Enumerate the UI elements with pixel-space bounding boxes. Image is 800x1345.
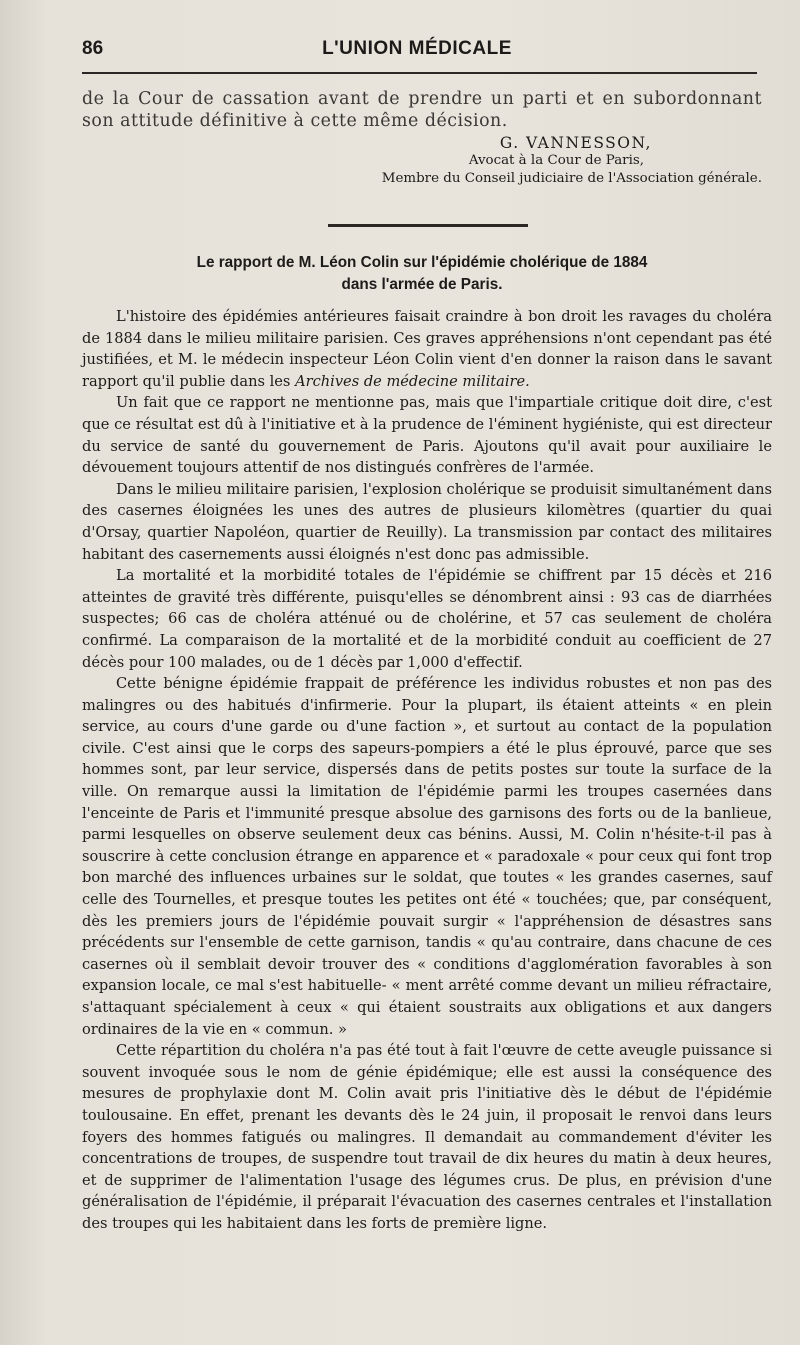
page-number: 86 bbox=[82, 38, 104, 59]
article-title-line-1: Le rapport de M. Léon Colin sur l'épidémie cholérique de 1884 bbox=[196, 254, 648, 271]
article-paragraph: Dans le milieu militaire parisien, l'explosion cholérique se produisit simultanément dans des casernes éloignées les unes des autres de plusieurs kilomètres (quartier du quai d'Orsay, quartier Napoléon, quartier de Reuilly). La transmission par contact des militaires habitant des casernements aussi éloignés n'est donc pas admissible. bbox=[82, 480, 772, 563]
journal-name: Archives de médecine militaire. bbox=[295, 372, 530, 390]
signature-title: Avocat à la Cour de Paris, bbox=[468, 153, 644, 168]
author-signature bbox=[82, 134, 762, 188]
header-rule bbox=[82, 72, 757, 74]
previous-article-ending: de la Cour de cassation avant de prendre un parti et en subordonnant son attitude définitive à cette même décision. bbox=[82, 89, 762, 131]
signature-name: G. VANNESSON, bbox=[499, 134, 652, 152]
page-header bbox=[82, 38, 752, 68]
article-title-line-2: dans l'armée de Paris. bbox=[341, 276, 503, 293]
article-paragraph: L'histoire des épidémies antérieures faisait craindre à bon droit les ravages du choléra de 1884 dans le milieu militaire parisien. Ces graves appréhensions n'ont cependant pas été justifiées, et M. le médecin inspecteur Léon Colin vient d'en donner la raison dans le savant rapport qu'il publie dans les Archives de médecine militaire. bbox=[82, 308, 772, 390]
article-paragraph: Cette bénigne épidémie frappait de préférence les individus robustes et non pas des malingres ou des habitués d'infirmerie. Pour la plupart, ils étaient atteints « en plein service, au cours d'une garde ou d'une faction », et surtout au contact de la population civile. C'est ainsi que le corps des sapeurs-pompiers a été le plus éprouvé, parce que ses hommes sont, par leur service, dispersés dans de petits postes sur toute la surface de la ville. On remarque aussi la limitation de l'épidémie parmi les troupes casernées dans l'enceinte de Paris et l'immunité presque absolue des garnisons des forts ou de la banlieue, parmi lesquelles on observe seulement deux cas bénins. Aussi, M. Colin n'hésite-t-il pas à souscrire à cette conclusion étrange en apparence et « paradoxale « pour ceux qui font trop bon marché des influences urbaines sur le soldat, que toutes « les grandes casernes, sauf celle des Tournelles, et presque toutes les petites ont été « touchées; que, par conséquent, dès les premiers jours de l'épidémie pouvait surgir « l'appréhension de désastres sans précédents sur l'ensemble de cette garnison, tandis « qu'au contraire, dans chacune de ces casernes où il semblait devoir trouver des « conditions d'agglomération favorables à son expansion locale, ce mal s'est habituelle- « ment arrêté comme devant un milieu réfractaire, s'attaquant spécialement à ceux « qui étaient soustraits aux obligations et aux dangers ordinaires de la vie en « commun. » bbox=[82, 675, 772, 1038]
article-paragraph: La mortalité et la morbidité totales de l'épidémie se chiffrent par 15 décès et 216 atteintes de gravité très différente, puisqu'elles se dénombrent ainsi : 93 cas de diarrhées suspectes; 66 cas de choléra atténué ou de cholérine, et 57 cas seulement de choléra confirmé. La comparaison de la mortalité et de la morbidité conduit au coefficient de 27 décès pour 100 malades, ou de 1 décès par 1,000 d'effectif. bbox=[82, 567, 772, 671]
article-paragraph: Cette répartition du choléra n'a pas été tout à fait l'œuvre de cette aveugle puissance si souvent invoquée sous le nom de génie épidémique; elle est aussi la conséquence des mesures de prophylaxie dont M. Colin avait pris l'initiative dès le début de l'épidémie toulousaine. En effet, prenant les devants dès le 24 juin, il proposait le renvoi dans leurs foyers des hommes fatigués ou malingres. Il demandait au commandement d'éviter les concentrations de troupes, de suspendre tout travail de dix heures du matin à deux heures, et de supprimer de l'alimentation l'usage des légumes crus. De plus, en prévision d'une généralisation de l'épidémie, il préparait l'évacuation des casernes centrales et l'installation des troupes qui les habitaient dans les forts de première ligne. bbox=[82, 1042, 772, 1232]
article-body bbox=[82, 306, 772, 1235]
running-title: L'UNION MÉDICALE bbox=[322, 38, 512, 59]
article-paragraph: Un fait que ce rapport ne mentionne pas, mais que l'impartiale critique doit dire, c'est que ce résultat est dû à l'initiative et à la prudence de l'éminent hygiéniste, qui est directeur du service de santé du gouvernement de Paris. Ajoutons qu'il avait pour auxiliaire le dévouement toujours attentif de nos distingués confrères de l'armée. bbox=[82, 394, 772, 477]
article-title bbox=[82, 252, 762, 296]
section-divider bbox=[328, 224, 528, 227]
signature-affiliation: Membre du Conseil judiciaire de l'Association générale. bbox=[381, 171, 762, 186]
